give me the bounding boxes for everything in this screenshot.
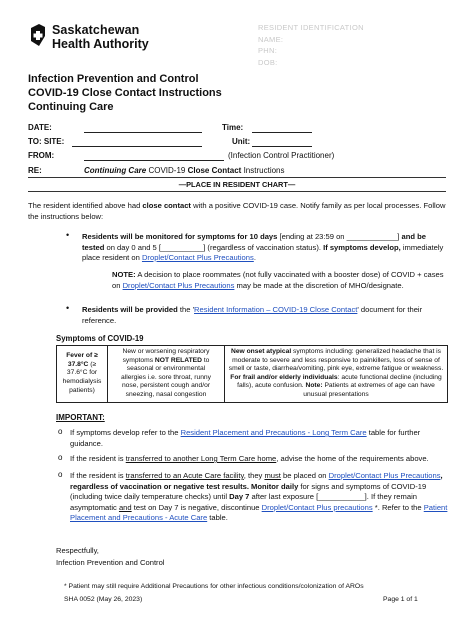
unit-label: Unit:	[232, 137, 251, 146]
testing-days: on day 0 and 5 [__________]	[106, 242, 206, 252]
intro-text-2: with a positive COVID-19 case. Notify family as per local processes. Follow the instructions below:	[28, 201, 446, 221]
note-label: NOTE:	[112, 270, 136, 279]
place-in-chart-banner: —PLACE IN RESIDENT CHART—	[178, 180, 296, 189]
circle-bullet-icon: o	[58, 470, 63, 479]
re-text-1: COVID-19	[146, 166, 188, 175]
sha-logo-icon	[30, 24, 46, 46]
from-label: FROM:	[28, 151, 55, 160]
important-heading: IMPORTANT:	[56, 413, 105, 422]
placement-text: immediately place resident on	[82, 242, 444, 262]
resident-name-label: NAME:	[258, 34, 284, 44]
resident-info-instructions	[82, 305, 450, 326]
monitoring-tested: and be tested	[82, 232, 427, 252]
frail-bold: For frail and/or elderly individuals	[230, 373, 338, 381]
from-field[interactable]	[84, 151, 224, 161]
re-bold-2: Close Contact	[187, 166, 242, 175]
circle-bullet-icon: o	[58, 427, 63, 436]
divider-top	[28, 177, 446, 178]
i3-b: , they	[243, 471, 265, 480]
atypical-text: symptoms including: generalized headache that is moderate to severe and less responsive to painkillers, loss of sense of smell or taste, diarrhea/vomiting, pink eye, extreme fatigue or weakness.	[228, 348, 444, 373]
i3-e: for signs and symptoms of COVID-19 (including twice daily temperature checks) until	[70, 481, 427, 501]
monitoring-end-date: [ending at 23:59 on ____________]	[277, 232, 400, 241]
symptom-respiratory-cell	[108, 346, 225, 403]
not-related: NOT RELATED	[154, 356, 202, 364]
roommate-note	[112, 270, 448, 291]
fever-threshold: Fever of ≥ 37.8°C	[66, 352, 98, 368]
closing-signature: Infection Prevention and Control	[56, 558, 165, 567]
i3-underlined: transferred to an Acute Care facility	[125, 471, 244, 480]
time-field[interactable]	[252, 123, 312, 133]
important-item-1	[70, 428, 448, 449]
i2-text: If the resident is	[70, 454, 126, 463]
droplet-contact-link-2[interactable]: Droplet/Contact Plus Precautions	[122, 280, 235, 290]
i3-and: and	[118, 502, 132, 512]
i1-end: table for further guidance.	[70, 428, 421, 448]
acute-care-placement-link[interactable]: Patient Placement and Precautions - Acute Care	[70, 502, 448, 522]
resident-identification-box	[258, 22, 364, 68]
divider-bottom	[28, 191, 446, 192]
resident-dob-label: DOB:	[258, 57, 278, 67]
intro-paragraph	[28, 201, 448, 222]
bullet-icon: •	[66, 230, 70, 240]
intro-text-1: The resident identified above had	[28, 201, 143, 210]
unit-field[interactable]	[252, 137, 312, 147]
note-bold: Note:	[305, 382, 323, 390]
page-number: Page 1 of 1	[383, 596, 418, 603]
org-name-line1: Saskatchewan	[52, 23, 140, 37]
i3-d: , regardless of vaccination or negative test results. Monitor daily	[70, 471, 443, 491]
important-item-3	[70, 471, 448, 524]
i1-text: If symptoms develop refer to the	[70, 428, 181, 437]
droplet-contact-link-1[interactable]: Droplet/Contact Plus Precautions	[141, 253, 254, 262]
symptom-atypical-cell	[225, 346, 448, 403]
re-label: RE:	[28, 166, 42, 175]
from-note: (Infection Control Practitioner)	[228, 151, 335, 160]
re-text-2: Instructions	[241, 166, 285, 175]
respiratory-text-2: to seasonal or environmental allergies i.e. sore throat, runny nose, persistent cough and/or sneezing, nasal congestion	[121, 356, 211, 398]
symptoms-develop: If symptoms develop,	[323, 242, 401, 252]
date-label: DATE:	[28, 123, 52, 132]
extremes-text: Patients at extremes of age can have unusual presentations	[303, 382, 435, 398]
monitoring-bold: Residents will be monitored for symptoms for 10 days	[82, 232, 278, 241]
provided-end: ' document for their reference.	[82, 305, 423, 325]
form-code: SHA 0052 (May 26, 2023)	[64, 596, 143, 603]
re-text	[84, 166, 285, 175]
closing-respectfully: Respectfully,	[56, 546, 99, 555]
provided-text: the '	[177, 305, 195, 314]
title-line-1: Infection Prevention and Control	[28, 73, 199, 85]
i3-must: must	[264, 471, 281, 480]
provided-bold: Residents will be provided	[82, 305, 178, 314]
i3-day7: Day 7	[229, 492, 250, 501]
bullet-icon: •	[66, 303, 70, 313]
droplet-contact-link-4[interactable]: Droplet/Contact Plus precautions	[261, 502, 373, 512]
resident-phn-label: PHN:	[258, 46, 278, 55]
testing-note: (regardless of vaccination status).	[205, 242, 324, 252]
i3-i: table.	[207, 513, 228, 522]
note-end: may be made at the discretion of MHO/designate.	[234, 280, 404, 290]
ltc-placement-link[interactable]: Resident Placement and Precautions - Long Term Care	[180, 428, 367, 437]
i3-g: test on Day 7 is negative, discontinue	[131, 502, 262, 512]
circle-bullet-icon: o	[58, 453, 63, 462]
to-site-label: TO: SITE:	[28, 137, 65, 146]
resident-id-heading: RESIDENT IDENTIFICATION	[258, 23, 364, 32]
i3-c: be placed on	[280, 471, 329, 480]
important-item-2	[70, 454, 448, 465]
title-line-3: Continuing Care	[28, 101, 114, 113]
intro-close-contact: close contact	[142, 201, 191, 210]
i2-underlined: transferred to another Long Term Care home	[125, 454, 277, 463]
atypical-bold: New onset atypical	[230, 348, 292, 355]
document-title	[28, 72, 222, 114]
date-field[interactable]	[84, 123, 202, 133]
frail-text: : acute functional decline (including falls), acute confusion.	[237, 373, 442, 390]
i3-f: after last exposure [___________]. If they remain asymptomatic	[70, 492, 417, 512]
org-name-line2: Health Authority	[52, 37, 149, 51]
symptoms-heading: Symptoms of COVID-19	[56, 334, 144, 343]
i3-a: If the resident is	[70, 471, 126, 480]
monitoring-instructions: Residents will be monitored for symptoms for 10 days [ending at 23:59 on ____________] and be tested on day 0 and 5 [__________] (regardless of vaccination status). If symptoms develop, immediately place resident on Droplet/Contact Plus Precautions.	[82, 232, 444, 262]
i2-end: , advise the home of the requirements above.	[276, 454, 429, 463]
droplet-contact-link-3[interactable]: Droplet/Contact Plus Precautions	[328, 471, 441, 480]
resident-info-link[interactable]: Resident Information – COVID-19 Close Contact	[194, 305, 358, 314]
symptom-fever-cell	[57, 346, 108, 403]
time-label: Time:	[222, 123, 244, 132]
symptoms-table	[56, 345, 448, 403]
i3-h: *. Refer to the	[372, 502, 424, 512]
title-line-2: COVID-19 Close Contact Instructions	[28, 87, 222, 99]
note-text: A decision to place roommates (not fully vaccinated with a booster dose) of COVID + cases on	[112, 270, 444, 290]
respiratory-text-1: New or worsening respiratory symptoms	[122, 348, 210, 364]
footnote: * Patient may still require Additional Precautions for other infectious conditions/colonization of AROs	[64, 583, 364, 590]
fever-hemodialysis: (≥ 37.6°C for hemodialysis patients)	[62, 360, 102, 394]
re-bold-1: Continuing Care	[84, 166, 147, 175]
site-field[interactable]	[72, 137, 202, 147]
